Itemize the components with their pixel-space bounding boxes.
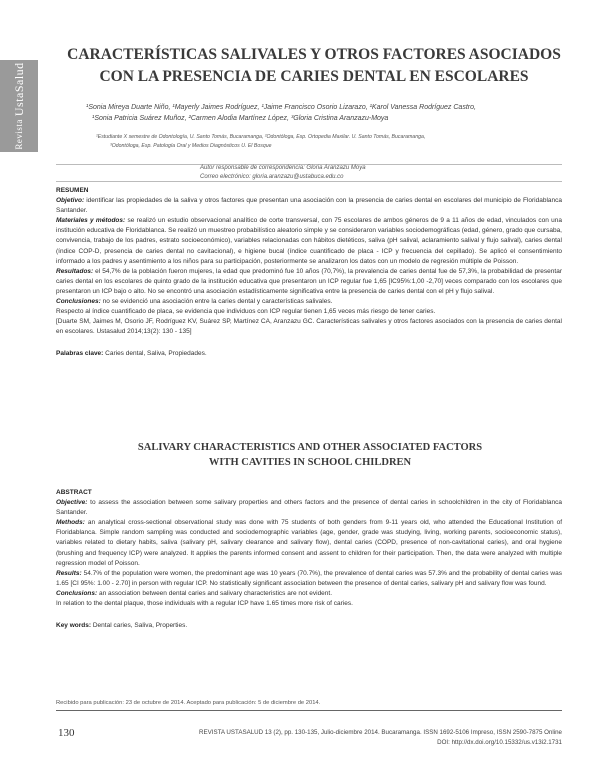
affiliations [96,133,536,151]
abstract-methods: Methods: an analytical cross-sectional observational study was done with 75 students of both genders from 9-11 years old, who attended the Educational Institution of Floridablanca. Simple random sampling was conducted and sociodemographic variables (age, gender, grade was studying, living, working parents, socioeconomic status), variables related to dietary habits, saliva (salivary pH, salivary clearance and salivary flow), dental caries (COPD, presence of non-cavitational caries), and oral hygiene (brushing and frequency ICP) were analyzed. It applies the parents informed consent and assent to children for their participation. Then, the data were analyzed with multiple regression model of Poisson. [56,519,562,567]
resumen-section [56,184,562,360]
en-title-line-1: SALIVARY CHARACTERISTICS AND OTHER ASSOCIATED FACTORS [137,442,483,453]
key-words: Key words: Dental caries, Saliva, Properties. [56,622,188,630]
resumen-cita: [Duarte SM, Jaimes M, Osorio JF, Rodríguez KV, Suárez SP, Martínez CA, Aranzazu GC. Características salivales y otros factores asociados con la presencia de caries dental en escolares. Ustasalud 2014;13(2): 130 - 135] [56,318,562,336]
journal-side-tab [0,60,38,152]
authors-line-2: ¹Sonia Patricia Suárez Muñoz, ²Carmen Alodia Martínez López, ³Gloria Cristina Aranzazu-Moya [92,115,389,122]
footer-citation [96,728,562,747]
journal-tab-small: Revista [14,119,24,150]
english-title [90,440,530,470]
journal-tab-big: UstaSalud [11,62,26,117]
authors [86,102,556,124]
footer-divider [56,710,562,711]
palabras-clave: Palabras clave: Caries dental, Saliva, Propiedades. [56,350,207,358]
en-title-line-2: WITH CAVITIES IN SCHOOL CHILDREN [208,457,412,468]
page-number: 130 [58,727,75,739]
affiliation-line-1: ¹Estudiante X semestre de Odontología, U. Santo Tomás, Bucaramanga, ²Odontóloga, Esp. Ortopedia Maxilar. U. Santo Tomás, Bucaramanga, [96,134,426,140]
abstract-results: Results: 54.7% of the population were women, the predominant age was 10 years (70.7%), the prevalence of dental caries was 57.3% and the probability of dental caries was 1.65 [CI 95%: 1.00 - 2.70] in person with regular ICP. No statistically significant association between the presence of dental caries, salivary pH and salivary flow was found. [56,569,562,587]
title-line-2: CON LA PRESENCIA DE CARIES DENTAL EN ESCOLARES [99,68,529,85]
divider-bottom [56,181,562,182]
resumen-resultados: Resultados: el 54,7% de la población fueron mujeres, la edad que predominó fue 10 años (70,7%), la prevalencia de caries dental fue de 57,3%, la probabilidad de presentar caries dental en los escolares de quinto grado de la institución educativa que presentaron un ICP regular fue 1,65 [IC95%:1,00 -2,70] veces comparado con los escolares que presentaron un ICP bajo o alto. No se encontró una asociación estadísticamente significativa entre la presencia de caries dental con el pH y flujo salival. [56,267,562,295]
title-line-1: CARACTERÍSTICAS SALIVALES Y OTROS FACTORES ASOCIADOS [67,46,561,63]
resumen-heading: RESUMEN [56,187,89,194]
article-title [64,44,564,88]
journal-logo [0,60,38,152]
received-date: Recibido para publicación: 23 de octubre de 2014. Aceptado para publicación: 5 de diciembre de 2014. [56,700,321,706]
resumen-metodos: Materiales y métodos: se realizó un estudio observacional analítico de corte transversal, con 75 escolares de ambos géneros de 9 a 11 años de edad, vinculados con una institución educativa de Floridablanca. Se realizó un muestreo probabilístico aleatorio simple y se consideraron variables sociodemográficas (edad, género, grado que cursaba, convivencia, trabajo de los padres, estrato socioeconómico), variables relacionadas con hábitos dietéticos, saliva (pH salival, aclaramiento salival y flujo salival), caries dental (índice COP-D, presencia de caries dental no cavitacional), e higiene bucal (índice cuantificado de placa - ICP y frecuencia del cepillado). Se aplicó el consentimiento informado a los padres y asentimiento a los niños para su participación, posteriormente se analizaron los datos con un modelo de regresión múltiple de Poisson. [56,217,562,265]
affiliation-line-2: ³Odontóloga, Esp. Patología Oral y Medios Diagnósticos U. El Bosque [110,143,272,149]
resumen-objetivo: Objetivo: identificar las propiedades de la saliva y otros factores que presentan una asociación con la presencia de caries dental en escolares del municipio de Floridablanca Santander. [56,197,562,215]
authors-line-1: ¹Sonia Mireya Duarte Niño, ¹Mayerly Jaimes Rodríguez, ¹Jaime Francisco Osorio Lizarazo, ¹Karol Vanessa Rodríguez Castro, [86,104,476,111]
abstract-section [56,488,562,631]
resumen-conclusiones: Conclusiones: no se evidenció una asociación entre la caries dental y características salivales. [56,298,333,306]
corresp-author: Autor responsable de correspondencia: Gloria Aranzazu Moya [200,165,366,171]
abstract-heading: ABSTRACT [56,489,92,496]
abstract-extra: In relation to the dental plaque, those individuals with a regular ICP have 1.65 times more risk of caries. [56,600,353,608]
footer-journal: REVISTA USTASALUD 13 (2), pp. 130-135, Julio-diciembre 2014. Bucaramanga. ISSN 1692-5106 Impreso, ISSN 2590-7875 Online [199,729,562,736]
abstract-objective: Objective: to assess the association between some salivary properties and others factors and the presence of dental caries in schoolchildren in the city of Floridablanca Santander. [56,499,562,517]
footer-doi[interactable]: DOI: http://dx.doi.org/10.15332/us.v13i2.1731 [437,738,562,746]
resumen-extra: Respecto al índice cuantificado de placa, se evidencia que individuos con ICP regular tienen 1,65 veces más riesgo de tener caries. [56,308,436,316]
abstract-conclusions: Conclusions: an association between dental caries and salivary characteristics are not evident. [56,589,333,597]
corresp-email: Correo electrónico: gloria.aranzazu@ustabuca.edu.co [200,174,344,180]
correspondence [200,164,450,182]
